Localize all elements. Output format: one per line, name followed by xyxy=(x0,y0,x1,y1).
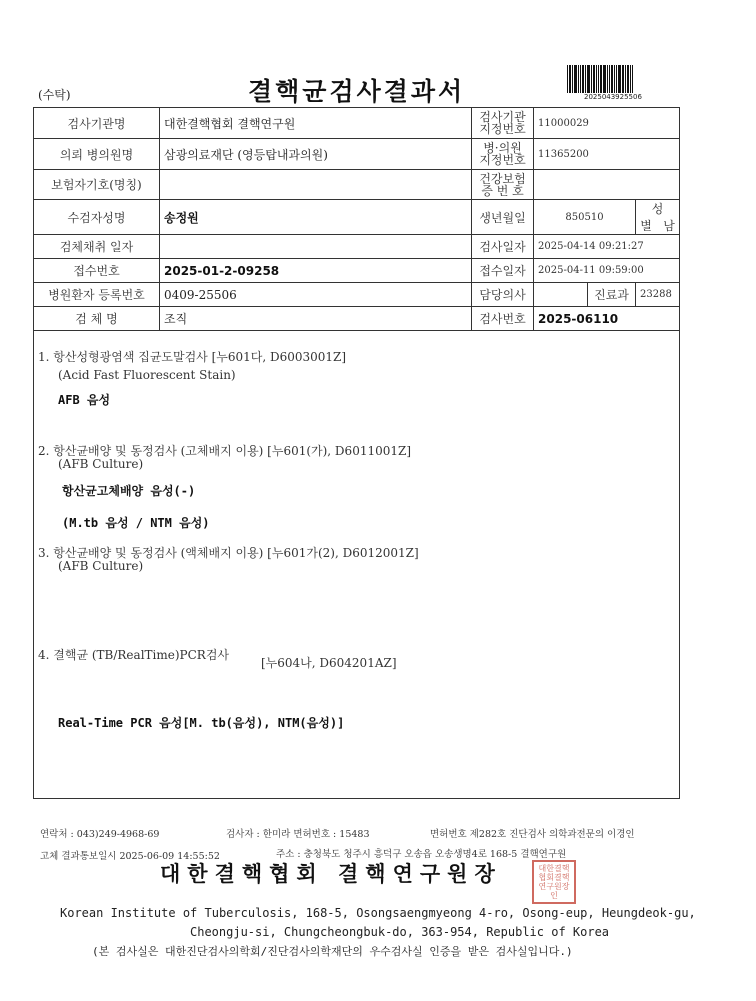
official-seal xyxy=(532,860,576,904)
sex-value: 남 xyxy=(663,219,675,233)
test2-result: 항산균고체배양 음성(-) xyxy=(62,484,196,498)
test2-result-detail: (M.tb 음성 / NTM 음성) xyxy=(62,516,210,530)
test1-result: AFB 음성 xyxy=(58,393,111,407)
sex xyxy=(636,200,680,235)
results-panel xyxy=(33,328,680,799)
address-english-line1: Korean Institute of Tuberculosis, 168-5, Osongsaengmyeong 4-ro, Osong-eup, Heungdeok-gu, xyxy=(60,906,696,920)
address-korean: 주소 : 충청북도 청주시 흥덕구 오송읍 오송생명4로 168-5 결핵연구원 xyxy=(276,849,567,860)
collect-label: 검체채취 일자 xyxy=(34,235,160,259)
insurer xyxy=(160,170,472,200)
test1-title: 1. 항산성형광염색 집균도말검사 [누601다, D6003001Z] xyxy=(38,350,347,364)
seal-text: 대한결핵협회결핵연구원장인 xyxy=(538,864,570,900)
test3-title: 3. 항산균배양 및 동정검사 (액체배지 이용) [누601가(2), D6012001Z] xyxy=(38,546,419,560)
dob-label: 생년월일 xyxy=(472,200,534,235)
test-no: 2025-06110 xyxy=(534,307,680,331)
specimen: 조직 xyxy=(160,307,472,331)
reg-no-label: 병원환자 등록번호 xyxy=(34,283,160,307)
specimen-label: 검 체 명 xyxy=(34,307,160,331)
director-info: 면허번호 제282호 진단검사 의학과전문의 이경인 xyxy=(430,829,635,840)
test2-subtitle: (AFB Culture) xyxy=(58,457,144,471)
test-no-label: 검사번호 xyxy=(472,307,534,331)
lab-name: 대한결핵협회 결핵연구원 xyxy=(160,108,472,139)
doctor xyxy=(534,283,588,307)
doctor-label: 담당의사 xyxy=(472,283,534,307)
barcode-number: 2025043925506 xyxy=(584,93,642,101)
patient-name: 송정원 xyxy=(160,200,472,235)
issued-time: 고체 결과통보일시 2025-06-09 14:55:52 xyxy=(40,851,220,862)
certification-note: (본 검사실은 대한진단검사의학회/진단검사의학재단의 우수검사실 인증을 받은 검사실입니다.) xyxy=(92,945,573,958)
receipt-no-label: 접수번호 xyxy=(34,259,160,283)
dob: 850510 xyxy=(534,200,636,235)
receipt-date-label: 접수일자 xyxy=(472,259,534,283)
receipt-date: 2025-04-11 09:59:00 xyxy=(534,259,680,283)
dept-label: 진료과 xyxy=(588,283,636,307)
test3-subtitle: (AFB Culture) xyxy=(58,559,144,573)
tester-info: 검사자 : 한미라 면허번호 : 15483 xyxy=(226,829,370,840)
insurer-label: 보험자기호(명칭) xyxy=(34,170,160,200)
sex-label-text: 성별 xyxy=(640,202,664,233)
patient-label: 수검자성명 xyxy=(34,200,160,235)
requester: 삼광의료재단 (영등탑내과의원) xyxy=(160,139,472,170)
lab-name-label: 검사기관명 xyxy=(34,108,160,139)
copy-label: (수탁) xyxy=(38,88,71,102)
test-date: 2025-04-14 09:21:27 xyxy=(534,235,680,259)
test4-title: 4. 결핵균 (TB/RealTime)PCR검사 xyxy=(38,648,230,662)
requester-label: 의뢰 병의원명 xyxy=(34,139,160,170)
lab-id-label: 검사기관 지정번호 xyxy=(472,108,534,139)
info-table xyxy=(33,107,680,331)
collect-date xyxy=(160,235,472,259)
test-date-label: 검사일자 xyxy=(472,235,534,259)
clinic-id: 11365200 xyxy=(534,139,680,170)
health-ins xyxy=(534,170,680,200)
barcode xyxy=(567,63,641,93)
receipt-no: 2025-01-2-09258 xyxy=(160,259,472,283)
address-english-line2: Cheongju-si, Chungcheongbuk-do, 363-954, Republic of Korea xyxy=(190,925,610,939)
test4-result: Real-Time PCR 음성[M. tb(음성), NTM(음성)] xyxy=(58,716,345,730)
clinic-id-label: 병·의원 지정번호 xyxy=(472,139,534,170)
reg-no: 0409-25506 xyxy=(160,283,472,307)
test1-subtitle: (Acid Fast Fluorescent Stain) xyxy=(58,368,236,382)
institute-name: 대한결핵협회 결핵연구원장 xyxy=(160,862,502,886)
dept: 23288 xyxy=(636,283,680,307)
health-ins-label: 건강보험 증 번 호 xyxy=(472,170,534,200)
contact-info: 연락처 : 043)249-4968-69 xyxy=(40,829,160,840)
lab-id: 11000029 xyxy=(534,108,680,139)
document-title: 결핵균검사결과서 xyxy=(248,77,466,106)
test2-title: 2. 항산균배양 및 동정검사 (고체배지 이용) [누601(가), D6011001Z] xyxy=(38,444,412,458)
test4-code: [누604나, D604201AZ] xyxy=(261,656,397,670)
